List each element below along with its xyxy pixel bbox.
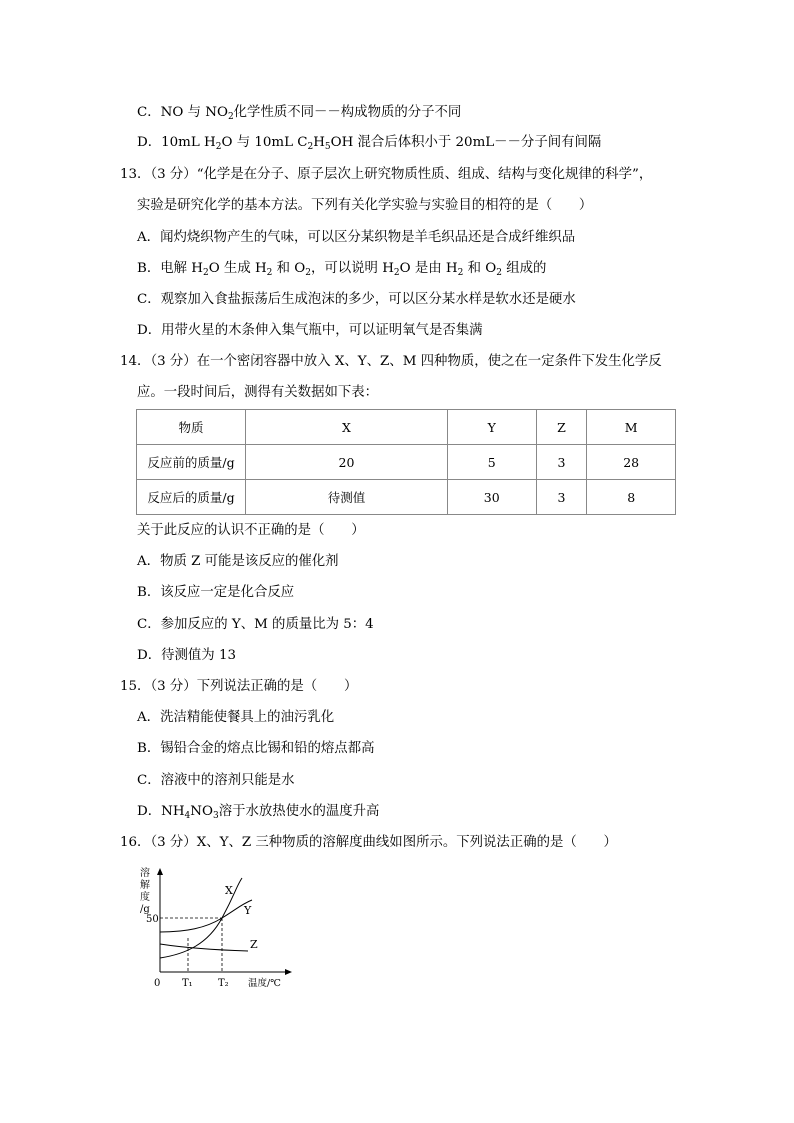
table-cell: 28 [587, 445, 676, 480]
table-cell: 30 [447, 480, 536, 515]
q15-option-a: A．洗洁精能使餐具上的油污乳化 [137, 710, 335, 725]
x-axis-label: 温度/℃ [248, 978, 281, 989]
curve-label-z: Z [250, 938, 258, 951]
q15-option-b: B．锡铅合金的熔点比锡和铅的熔点都高 [137, 741, 375, 756]
q12-option-c: C．NO 与 $NO_2$化学性质不同－－构成物质的分子不同 [137, 105, 462, 122]
table-header-cell: Y [447, 410, 536, 445]
y-axis-unit: /g [140, 904, 150, 915]
q12-option-d: D．10mL $H_2O$ 与 10mL $C_2H_5OH$ 混合后体积小于 20mL－－分子间有间隔 [137, 135, 602, 152]
y-axis-arrow [157, 868, 163, 875]
q15-option-d: D．$NH_4NO_3$溶于水放热使水的温度升高 [137, 804, 380, 821]
origin-label: 0 [154, 978, 161, 989]
q14-option-d: D．待测值为 13 [137, 648, 236, 663]
q16-stem: 16．（3 分）X、Y、Z 三种物质的溶解度曲线如图所示。下列说法正确的是（ ） [120, 835, 617, 850]
y-axis-label-char: 度 [140, 892, 150, 903]
table-cell: 反应后的质量/g [137, 480, 246, 515]
q14-data-table [136, 409, 676, 515]
x-tick-t1: T₁ [182, 978, 193, 989]
table-cell: 3 [536, 480, 587, 515]
q13-option-b: B．电解 $H_2O$ 生成 $H_2$ 和 $O_2$，可以说明 $H_2O$ 是由 $H_2$ 和 $O_2$ 组成的 [137, 261, 547, 278]
q14-option-b: B．该反应一定是化合反应 [137, 585, 295, 600]
q15-stem: 15．（3 分）下列说法正确的是（ ） [120, 679, 358, 694]
curve-z [160, 944, 248, 951]
table-header-cell: X [246, 410, 448, 445]
table-header-cell: Z [536, 410, 587, 445]
curve-label-y: Y [244, 904, 252, 917]
q13-stem-line1: 13．（3 分）“化学是在分子、原子层次上研究物质性质、组成、结构与变化规律的科学”， [120, 167, 653, 182]
y-axis-label-char: 溶 [140, 868, 150, 879]
table-row [137, 480, 676, 515]
table-cell: 20 [246, 445, 448, 480]
table-cell: 待测值 [246, 480, 448, 515]
q13-option-c: C．观察加入食盐振荡后生成泡沫的多少，可以区分某水样是软水还是硬水 [137, 292, 576, 307]
q14-option-a: A．物质 Z 可能是该反应的催化剂 [137, 554, 339, 569]
table-cell: 3 [536, 445, 587, 480]
q14-stem-line1: 14．（3 分）在一个密闭容器中放入 X、Y、Z、M 四种物质，使之在一定条件下发生化学反 [120, 354, 662, 369]
table-header-cell: 物质 [137, 410, 246, 445]
table-cell: 8 [587, 480, 676, 515]
table-cell: 5 [447, 445, 536, 480]
table-row [137, 445, 676, 480]
q14-stem-line2: 应。一段时间后，测得有关数据如下表： [137, 385, 379, 400]
q15-option-c: C．溶液中的溶剂只能是水 [137, 773, 295, 788]
table-cell: 反应前的质量/g [137, 445, 246, 480]
q13-option-a: A．闻灼烧织物产生的气味，可以区分某织物是羊毛织品还是合成纤维织品 [137, 230, 576, 245]
y-axis-label-char: 解 [140, 880, 150, 891]
q14-option-c: C．参加反应的 Y、M 的质量比为 5：4 [137, 617, 374, 632]
table-header-row [137, 410, 676, 445]
q13-stem-line2: 实验是研究化学的基本方法。下列有关化学实验与实验目的相符的是（ ） [137, 198, 593, 213]
x-axis-arrow [285, 969, 292, 975]
q14-question: 关于此反应的认识不正确的是（ ） [137, 523, 365, 538]
table-header-cell: M [587, 410, 676, 445]
x-tick-t2: T₂ [218, 978, 229, 989]
y-tick-50: 50 [146, 914, 159, 925]
q13-option-d: D．用带火星的木条伸入集气瓶中，可以证明氧气是否集满 [137, 323, 483, 338]
curve-y [160, 900, 252, 932]
curve-label-x: X [225, 884, 233, 897]
solubility-curve-figure [136, 862, 306, 992]
